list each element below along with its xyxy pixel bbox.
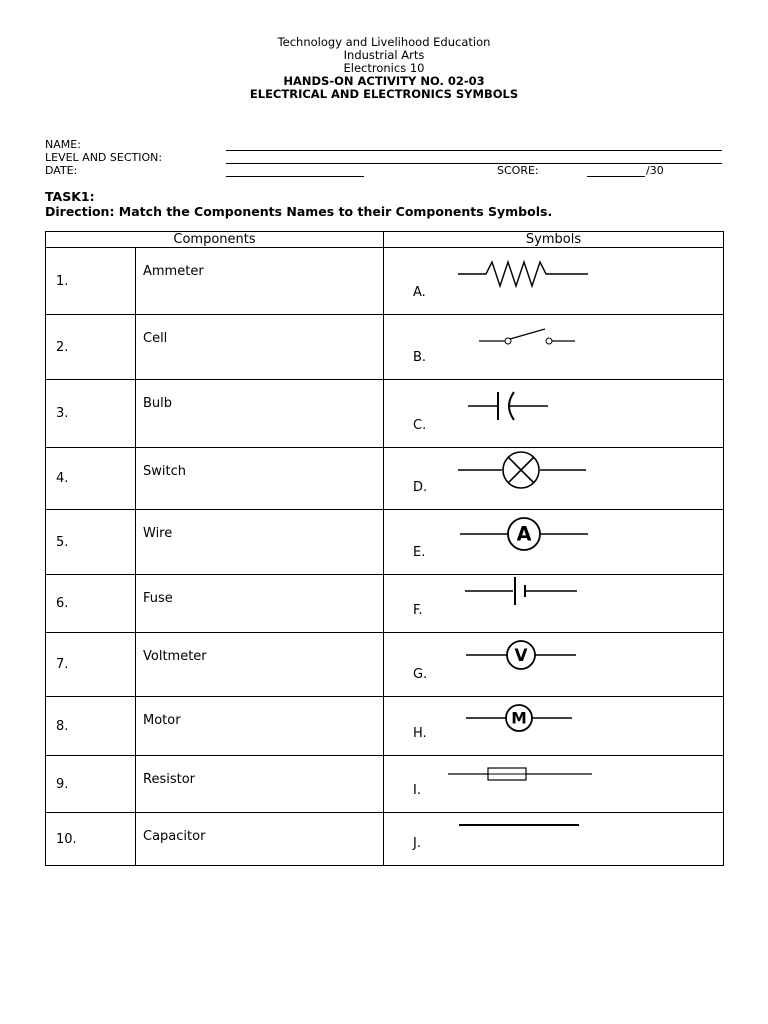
score-total: /30 <box>646 164 664 177</box>
cell-icon <box>463 575 581 611</box>
symbol-letter: B. <box>413 350 427 365</box>
voltmeter-icon-letter: V <box>514 644 528 665</box>
component-name: Wire <box>136 510 384 575</box>
component-name: Ammeter <box>136 248 384 315</box>
symbol-cell <box>384 575 724 633</box>
table-row <box>46 756 724 813</box>
table-row <box>46 510 724 575</box>
capacitor-icon <box>466 388 556 424</box>
symbol-cell <box>384 697 724 756</box>
motor-icon <box>464 702 574 734</box>
table-row <box>46 248 724 315</box>
matching-table <box>45 231 724 866</box>
table-row <box>46 448 724 510</box>
component-name: Bulb <box>136 380 384 448</box>
symbol-cell <box>384 248 724 315</box>
symbol-letter: D. <box>413 480 428 495</box>
resistor-icon <box>456 254 591 290</box>
symbol-cell <box>384 633 724 697</box>
symbols-header <box>384 232 724 248</box>
fuse-icon <box>446 762 594 786</box>
item-number: 6. <box>46 575 136 633</box>
symbol-cell <box>384 448 724 510</box>
symbol-letter: E. <box>413 545 426 560</box>
course-name: Electronics 10 <box>343 61 425 75</box>
task-title: TASK1: <box>45 189 95 204</box>
component-name: Voltmeter <box>136 633 384 697</box>
symbol-cell <box>384 813 724 866</box>
component-name: Fuse <box>136 575 384 633</box>
subject-title: Technology and Livelihood Education <box>277 35 491 49</box>
symbol-letter: G. <box>413 667 428 682</box>
item-number: 10. <box>46 813 136 866</box>
symbol-letter: A. <box>413 285 426 300</box>
item-number: 8. <box>46 697 136 756</box>
level-section-label: LEVEL AND SECTION: <box>45 151 163 164</box>
ammeter-icon-letter: A <box>516 522 532 546</box>
component-name: Motor <box>136 697 384 756</box>
component-name: Switch <box>136 448 384 510</box>
symbol-letter: F. <box>413 603 423 618</box>
item-number: 1. <box>46 248 136 315</box>
table-row <box>46 315 724 380</box>
score-field[interactable] <box>587 176 645 177</box>
table-row <box>46 633 724 697</box>
subject-area: Industrial Arts <box>343 48 425 62</box>
ammeter-icon <box>458 515 590 553</box>
task-instructions <box>45 189 552 219</box>
item-number: 9. <box>46 756 136 813</box>
component-name: Cell <box>136 315 384 380</box>
date-field[interactable] <box>226 176 364 177</box>
item-number: 2. <box>46 315 136 380</box>
item-number: 3. <box>46 380 136 448</box>
name-label: NAME: <box>45 138 81 151</box>
activity-title: ELECTRICAL AND ELECTRONICS SYMBOLS <box>249 87 519 101</box>
task-direction: Direction: Match the Components Names to their Components Symbols. <box>45 204 553 219</box>
switch-icon <box>477 321 577 351</box>
item-number: 7. <box>46 633 136 697</box>
symbol-letter: C. <box>413 418 427 433</box>
symbol-letter: J. <box>413 836 421 851</box>
score-label: SCORE: <box>497 164 539 177</box>
activity-number: HANDS-ON ACTIVITY NO. 02-03 <box>283 74 485 88</box>
component-name: Resistor <box>136 756 384 813</box>
table-row <box>46 380 724 448</box>
wire-icon <box>459 821 581 829</box>
symbol-cell <box>384 315 724 380</box>
symbols-header-label: Symbols <box>525 232 582 247</box>
symbol-cell <box>384 510 724 575</box>
item-number: 5. <box>46 510 136 575</box>
lamp-icon <box>456 450 588 490</box>
item-number: 4. <box>46 448 136 510</box>
date-label: DATE: <box>45 164 78 177</box>
motor-icon-letter: M <box>511 709 527 728</box>
symbol-letter: H. <box>413 726 427 741</box>
worksheet-header <box>0 36 768 101</box>
component-name: Capacitor <box>136 813 384 866</box>
symbol-cell <box>384 380 724 448</box>
table-row <box>46 697 724 756</box>
name-field[interactable] <box>226 150 722 151</box>
symbol-letter: I. <box>413 783 421 798</box>
table-row <box>46 575 724 633</box>
table-row <box>46 813 724 866</box>
symbol-cell <box>384 756 724 813</box>
components-header: Components <box>46 232 384 248</box>
voltmeter-icon <box>464 638 578 672</box>
